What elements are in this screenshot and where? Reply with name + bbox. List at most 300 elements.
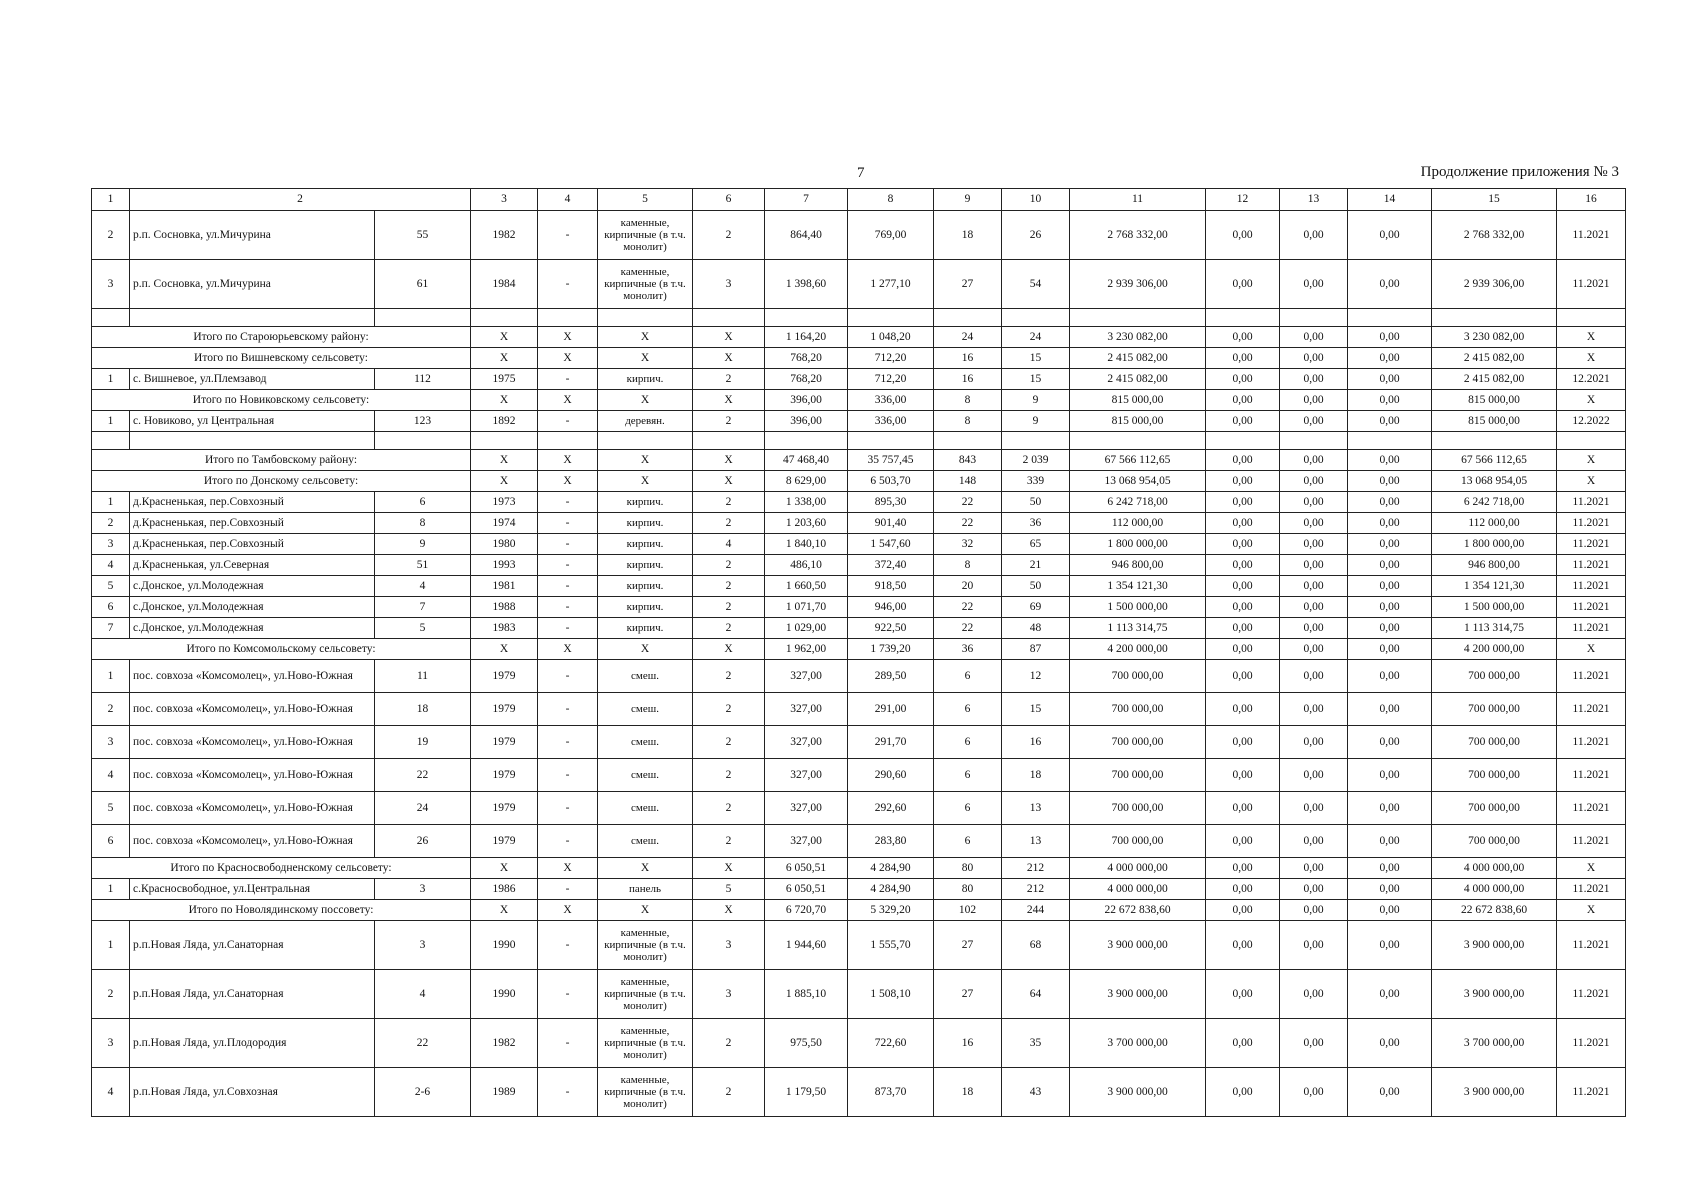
value-cell: 700 000,00 xyxy=(1432,660,1557,693)
subtotal-row xyxy=(92,858,1626,879)
address-cell: р.п.Новая Ляда, ул.Совхозная xyxy=(130,1068,375,1117)
subtotal-cell: X xyxy=(1557,858,1626,879)
value-cell: 0,00 xyxy=(1206,260,1280,309)
year-cell: - xyxy=(538,513,598,534)
value-cell: 975,50 xyxy=(765,1019,848,1068)
value-cell: 13 xyxy=(1002,825,1070,858)
value-cell: 769,00 xyxy=(848,211,934,260)
value-cell: 15 xyxy=(1002,693,1070,726)
value-cell: 80 xyxy=(934,879,1002,900)
value-cell: 722,60 xyxy=(848,1019,934,1068)
value-cell: 0,00 xyxy=(1280,726,1348,759)
value-cell: 11.2021 xyxy=(1557,534,1626,555)
year-cell: - xyxy=(538,825,598,858)
value-cell: 712,20 xyxy=(848,369,934,390)
value-cell: 0,00 xyxy=(1206,1019,1280,1068)
value-cell: 2 939 306,00 xyxy=(1070,260,1206,309)
row-number: 2 xyxy=(92,693,130,726)
year-cell: - xyxy=(538,555,598,576)
row-number: 2 xyxy=(92,211,130,260)
subtotal-row xyxy=(92,471,1626,492)
value-cell: 112 000,00 xyxy=(1070,513,1206,534)
value-cell: 16 xyxy=(1002,726,1070,759)
value-cell: 372,40 xyxy=(848,555,934,576)
subtotal-label: Итого по Вишневскому сельсовету: xyxy=(92,348,471,369)
year-built: 1979 xyxy=(471,792,538,825)
subtotal-cell: 13 068 954,05 xyxy=(1432,471,1557,492)
value-cell: 12.2021 xyxy=(1557,369,1626,390)
value-cell: 13 xyxy=(1002,792,1070,825)
subtotal-cell: 8 xyxy=(934,390,1002,411)
table-row xyxy=(92,597,1626,618)
address-cell: д.Красненькая, пер.Совхозный xyxy=(130,513,375,534)
subtotal-row xyxy=(92,327,1626,348)
value-cell: 6 xyxy=(934,792,1002,825)
subtotal-cell: 3 230 082,00 xyxy=(1432,327,1557,348)
subtotal-cell: 0,00 xyxy=(1348,390,1432,411)
table-row xyxy=(92,921,1626,970)
value-cell: 0,00 xyxy=(1280,211,1348,260)
value-cell: 0,00 xyxy=(1206,660,1280,693)
subtotal-cell: X xyxy=(538,858,598,879)
subtotal-cell: 0,00 xyxy=(1348,471,1432,492)
header-cell: 15 xyxy=(1432,189,1557,211)
year-built: 1979 xyxy=(471,660,538,693)
value-cell: 0,00 xyxy=(1348,597,1432,618)
value-cell: 289,50 xyxy=(848,660,934,693)
value-cell: 0,00 xyxy=(1206,555,1280,576)
subtotal-cell: 712,20 xyxy=(848,348,934,369)
value-cell: 0,00 xyxy=(1206,411,1280,432)
house-number: 4 xyxy=(375,576,471,597)
empty-cell xyxy=(765,309,848,327)
row-number: 2 xyxy=(92,513,130,534)
value-cell: 11.2021 xyxy=(1557,492,1626,513)
value-cell: 0,00 xyxy=(1348,260,1432,309)
floors-cell: 2 xyxy=(693,693,765,726)
row-number: 4 xyxy=(92,555,130,576)
table-row xyxy=(92,879,1626,900)
house-number: 6 xyxy=(375,492,471,513)
value-cell: 1 029,00 xyxy=(765,618,848,639)
subtotal-cell: 15 xyxy=(1002,348,1070,369)
value-cell: 0,00 xyxy=(1206,759,1280,792)
value-cell: 901,40 xyxy=(848,513,934,534)
subtotal-cell: 24 xyxy=(1002,327,1070,348)
house-number: 19 xyxy=(375,726,471,759)
year-built: 1983 xyxy=(471,618,538,639)
value-cell: 291,00 xyxy=(848,693,934,726)
floors-cell: 2 xyxy=(693,369,765,390)
value-cell: 0,00 xyxy=(1280,921,1348,970)
wall-material: смеш. xyxy=(598,759,693,792)
year-built: 1979 xyxy=(471,759,538,792)
value-cell: 0,00 xyxy=(1348,369,1432,390)
subtotal-cell: 0,00 xyxy=(1348,858,1432,879)
year-built: 1975 xyxy=(471,369,538,390)
value-cell: 1 500 000,00 xyxy=(1070,597,1206,618)
subtotal-cell: X xyxy=(1557,390,1626,411)
empty-cell xyxy=(848,309,934,327)
subtotal-cell: 35 757,45 xyxy=(848,450,934,471)
address-cell: пос. совхоза «Комсомолец», ул.Ново-Южная xyxy=(130,759,375,792)
value-cell: 0,00 xyxy=(1280,825,1348,858)
value-cell: 396,00 xyxy=(765,411,848,432)
page-number: 7 xyxy=(857,165,865,181)
subtotal-cell: 212 xyxy=(1002,858,1070,879)
wall-material: кирпич. xyxy=(598,369,693,390)
header-cell: 1 xyxy=(92,189,130,211)
value-cell: 700 000,00 xyxy=(1070,825,1206,858)
spacer-row xyxy=(92,432,1626,450)
value-cell: 16 xyxy=(934,1019,1002,1068)
subtotal-cell: 0,00 xyxy=(1348,450,1432,471)
subtotal-cell: X xyxy=(1557,327,1626,348)
subtotal-cell: X xyxy=(538,450,598,471)
table-row xyxy=(92,492,1626,513)
subtotal-cell: 80 xyxy=(934,858,1002,879)
value-cell: 700 000,00 xyxy=(1070,759,1206,792)
table-row xyxy=(92,693,1626,726)
value-cell: 12 xyxy=(1002,660,1070,693)
value-cell: 22 xyxy=(934,513,1002,534)
subtotal-cell: 336,00 xyxy=(848,390,934,411)
wall-material: кирпич. xyxy=(598,492,693,513)
wall-material: каменные, кирпичные (в т.ч. монолит) xyxy=(598,970,693,1019)
value-cell: 0,00 xyxy=(1206,879,1280,900)
empty-cell xyxy=(1432,432,1557,450)
value-cell: 3 900 000,00 xyxy=(1070,1068,1206,1117)
year-cell: - xyxy=(538,597,598,618)
spacer-row xyxy=(92,309,1626,327)
wall-material: смеш. xyxy=(598,726,693,759)
year-built: 1988 xyxy=(471,597,538,618)
value-cell: 0,00 xyxy=(1280,534,1348,555)
subtotal-cell: X xyxy=(1557,450,1626,471)
value-cell: 6 xyxy=(934,693,1002,726)
value-cell: 0,00 xyxy=(1206,369,1280,390)
table-row xyxy=(92,726,1626,759)
value-cell: 2 415 082,00 xyxy=(1070,369,1206,390)
empty-cell xyxy=(1348,309,1432,327)
value-cell: 8 xyxy=(934,411,1002,432)
year-cell: - xyxy=(538,1019,598,1068)
year-cell: - xyxy=(538,411,598,432)
row-number: 6 xyxy=(92,825,130,858)
subtotal-cell: X xyxy=(693,900,765,921)
value-cell: 4 284,90 xyxy=(848,879,934,900)
value-cell: 11.2021 xyxy=(1557,921,1626,970)
address-cell: с.Красносвободное, ул.Центральная xyxy=(130,879,375,900)
year-built: 1979 xyxy=(471,825,538,858)
value-cell: 11.2021 xyxy=(1557,513,1626,534)
empty-cell xyxy=(934,432,1002,450)
subtotal-cell: X xyxy=(471,471,538,492)
wall-material: каменные, кирпичные (в т.ч. монолит) xyxy=(598,260,693,309)
value-cell: 9 xyxy=(1002,411,1070,432)
wall-material: кирпич. xyxy=(598,576,693,597)
subtotal-cell: 0,00 xyxy=(1348,327,1432,348)
value-cell: 0,00 xyxy=(1348,921,1432,970)
value-cell: 0,00 xyxy=(1348,660,1432,693)
subtotal-cell: X xyxy=(598,450,693,471)
house-number: 11 xyxy=(375,660,471,693)
address-cell: р.п.Новая Ляда, ул.Плодородия xyxy=(130,1019,375,1068)
year-cell: - xyxy=(538,726,598,759)
wall-material: кирпич. xyxy=(598,618,693,639)
table-row xyxy=(92,369,1626,390)
row-number: 1 xyxy=(92,492,130,513)
house-number: 7 xyxy=(375,597,471,618)
year-cell: - xyxy=(538,660,598,693)
housing-register-table xyxy=(91,188,1626,1117)
subtotal-cell: X xyxy=(693,639,765,660)
header-cell: 14 xyxy=(1348,189,1432,211)
empty-cell xyxy=(1070,432,1206,450)
year-built: 1984 xyxy=(471,260,538,309)
table-body xyxy=(92,189,1626,1117)
value-cell: 700 000,00 xyxy=(1432,726,1557,759)
value-cell: 0,00 xyxy=(1280,597,1348,618)
floors-cell: 3 xyxy=(693,260,765,309)
value-cell: 0,00 xyxy=(1280,1019,1348,1068)
floors-cell: 2 xyxy=(693,726,765,759)
floors-cell: 2 xyxy=(693,660,765,693)
value-cell: 1 113 314,75 xyxy=(1070,618,1206,639)
subtotal-cell: 768,20 xyxy=(765,348,848,369)
subtotal-cell: 3 230 082,00 xyxy=(1070,327,1206,348)
table-row xyxy=(92,211,1626,260)
value-cell: 1 800 000,00 xyxy=(1432,534,1557,555)
value-cell: 27 xyxy=(934,921,1002,970)
subtotal-cell: 4 200 000,00 xyxy=(1070,639,1206,660)
value-cell: 35 xyxy=(1002,1019,1070,1068)
header-cell: 13 xyxy=(1280,189,1348,211)
value-cell: 1 840,10 xyxy=(765,534,848,555)
year-built: 1990 xyxy=(471,970,538,1019)
subtotal-row xyxy=(92,639,1626,660)
subtotal-label: Итого по Комсомольскому сельсовету: xyxy=(92,639,471,660)
value-cell: 26 xyxy=(1002,211,1070,260)
wall-material: каменные, кирпичные (в т.ч. монолит) xyxy=(598,1019,693,1068)
value-cell: 3 900 000,00 xyxy=(1432,1068,1557,1117)
value-cell: 2 415 082,00 xyxy=(1432,369,1557,390)
floors-cell: 2 xyxy=(693,618,765,639)
value-cell: 68 xyxy=(1002,921,1070,970)
empty-cell xyxy=(92,432,130,450)
value-cell: 11.2021 xyxy=(1557,1019,1626,1068)
subtotal-cell: X xyxy=(538,639,598,660)
value-cell: 700 000,00 xyxy=(1432,792,1557,825)
header-cell: 9 xyxy=(934,189,1002,211)
value-cell: 11.2021 xyxy=(1557,211,1626,260)
value-cell: 0,00 xyxy=(1348,492,1432,513)
value-cell: 11.2021 xyxy=(1557,759,1626,792)
subtotal-cell: X xyxy=(693,858,765,879)
empty-cell xyxy=(1280,309,1348,327)
value-cell: 21 xyxy=(1002,555,1070,576)
row-number: 6 xyxy=(92,597,130,618)
value-cell: 11.2021 xyxy=(1557,260,1626,309)
value-cell: 0,00 xyxy=(1348,879,1432,900)
value-cell: 4 000 000,00 xyxy=(1070,879,1206,900)
value-cell: 0,00 xyxy=(1206,970,1280,1019)
value-cell: 864,40 xyxy=(765,211,848,260)
year-built: 1982 xyxy=(471,211,538,260)
value-cell: 0,00 xyxy=(1280,555,1348,576)
value-cell: 0,00 xyxy=(1348,759,1432,792)
value-cell: 700 000,00 xyxy=(1070,660,1206,693)
house-number: 112 xyxy=(375,369,471,390)
subtotal-cell: 0,00 xyxy=(1280,639,1348,660)
wall-material: деревян. xyxy=(598,411,693,432)
value-cell: 2 768 332,00 xyxy=(1432,211,1557,260)
table-row xyxy=(92,555,1626,576)
subtotal-cell: X xyxy=(693,450,765,471)
value-cell: 1 179,50 xyxy=(765,1068,848,1117)
value-cell: 292,60 xyxy=(848,792,934,825)
empty-cell xyxy=(130,432,375,450)
subtotal-cell: 0,00 xyxy=(1206,900,1280,921)
subtotal-cell: 8 629,00 xyxy=(765,471,848,492)
subtotal-cell: X xyxy=(471,450,538,471)
value-cell: 895,30 xyxy=(848,492,934,513)
table-row xyxy=(92,534,1626,555)
table-row xyxy=(92,1068,1626,1117)
year-cell: - xyxy=(538,879,598,900)
subtotal-row xyxy=(92,390,1626,411)
wall-material: каменные, кирпичные (в т.ч. монолит) xyxy=(598,921,693,970)
empty-cell xyxy=(1070,309,1206,327)
subtotal-cell: 0,00 xyxy=(1280,900,1348,921)
subtotal-cell: X xyxy=(693,348,765,369)
wall-material: панель xyxy=(598,879,693,900)
value-cell: 0,00 xyxy=(1206,597,1280,618)
house-number: 26 xyxy=(375,825,471,858)
subtotal-cell: 67 566 112,65 xyxy=(1070,450,1206,471)
value-cell: 36 xyxy=(1002,513,1070,534)
empty-cell xyxy=(375,432,471,450)
subtotal-cell: 843 xyxy=(934,450,1002,471)
subtotal-cell: 339 xyxy=(1002,471,1070,492)
house-number: 2-6 xyxy=(375,1068,471,1117)
header-cell: 4 xyxy=(538,189,598,211)
subtotal-cell: 815 000,00 xyxy=(1432,390,1557,411)
value-cell: 54 xyxy=(1002,260,1070,309)
table-row xyxy=(92,970,1626,1019)
value-cell: 6 xyxy=(934,759,1002,792)
subtotal-cell: 0,00 xyxy=(1206,639,1280,660)
empty-cell xyxy=(598,309,693,327)
subtotal-cell: 0,00 xyxy=(1348,900,1432,921)
subtotal-cell: 0,00 xyxy=(1206,348,1280,369)
subtotal-cell: 0,00 xyxy=(1206,471,1280,492)
subtotal-cell: X xyxy=(598,900,693,921)
wall-material: смеш. xyxy=(598,825,693,858)
header-cell: 6 xyxy=(693,189,765,211)
subtotal-cell: 87 xyxy=(1002,639,1070,660)
subtotal-cell: X xyxy=(693,471,765,492)
subtotal-label: Итого по Тамбовскому району: xyxy=(92,450,471,471)
empty-cell xyxy=(1002,432,1070,450)
value-cell: 18 xyxy=(1002,759,1070,792)
row-number: 5 xyxy=(92,576,130,597)
value-cell: 1 660,50 xyxy=(765,576,848,597)
value-cell: 0,00 xyxy=(1280,970,1348,1019)
value-cell: 946 800,00 xyxy=(1070,555,1206,576)
value-cell: 0,00 xyxy=(1348,825,1432,858)
value-cell: 0,00 xyxy=(1280,618,1348,639)
year-built: 1979 xyxy=(471,693,538,726)
house-number: 18 xyxy=(375,693,471,726)
value-cell: 112 000,00 xyxy=(1432,513,1557,534)
empty-cell xyxy=(1348,432,1432,450)
value-cell: 27 xyxy=(934,260,1002,309)
value-cell: 3 700 000,00 xyxy=(1432,1019,1557,1068)
value-cell: 1 885,10 xyxy=(765,970,848,1019)
empty-cell xyxy=(1557,309,1626,327)
empty-cell xyxy=(765,432,848,450)
header-cell: 3 xyxy=(471,189,538,211)
value-cell: 22 xyxy=(934,597,1002,618)
subtotal-cell: 0,00 xyxy=(1280,450,1348,471)
subtotal-cell: 244 xyxy=(1002,900,1070,921)
table-row xyxy=(92,618,1626,639)
value-cell: 486,10 xyxy=(765,555,848,576)
value-cell: 0,00 xyxy=(1206,534,1280,555)
value-cell: 3 900 000,00 xyxy=(1432,970,1557,1019)
address-cell: с.Донское, ул.Молодежная xyxy=(130,597,375,618)
value-cell: 0,00 xyxy=(1206,1068,1280,1117)
value-cell: 11.2021 xyxy=(1557,792,1626,825)
value-cell: 0,00 xyxy=(1206,792,1280,825)
value-cell: 8 xyxy=(934,555,1002,576)
floors-cell: 4 xyxy=(693,534,765,555)
value-cell: 327,00 xyxy=(765,759,848,792)
subtotal-cell: 0,00 xyxy=(1280,348,1348,369)
value-cell: 0,00 xyxy=(1348,693,1432,726)
subtotal-cell: X xyxy=(598,390,693,411)
value-cell: 327,00 xyxy=(765,693,848,726)
value-cell: 11.2021 xyxy=(1557,693,1626,726)
year-cell: - xyxy=(538,576,598,597)
header-cell: 10 xyxy=(1002,189,1070,211)
empty-cell xyxy=(598,432,693,450)
floors-cell: 2 xyxy=(693,211,765,260)
value-cell: 0,00 xyxy=(1280,576,1348,597)
value-cell: 768,20 xyxy=(765,369,848,390)
floors-cell: 3 xyxy=(693,921,765,970)
house-number: 22 xyxy=(375,759,471,792)
empty-cell xyxy=(693,432,765,450)
empty-cell xyxy=(538,309,598,327)
row-number: 3 xyxy=(92,726,130,759)
house-number: 51 xyxy=(375,555,471,576)
subtotal-cell: 13 068 954,05 xyxy=(1070,471,1206,492)
value-cell: 22 xyxy=(934,492,1002,513)
floors-cell: 2 xyxy=(693,792,765,825)
value-cell: 18 xyxy=(934,211,1002,260)
empty-cell xyxy=(848,432,934,450)
house-number: 4 xyxy=(375,970,471,1019)
table-row xyxy=(92,660,1626,693)
value-cell: 4 000 000,00 xyxy=(1432,879,1557,900)
value-cell: 0,00 xyxy=(1348,411,1432,432)
subtotal-cell: 2 415 082,00 xyxy=(1070,348,1206,369)
floors-cell: 5 xyxy=(693,879,765,900)
value-cell: 922,50 xyxy=(848,618,934,639)
subtotal-cell: X xyxy=(538,900,598,921)
